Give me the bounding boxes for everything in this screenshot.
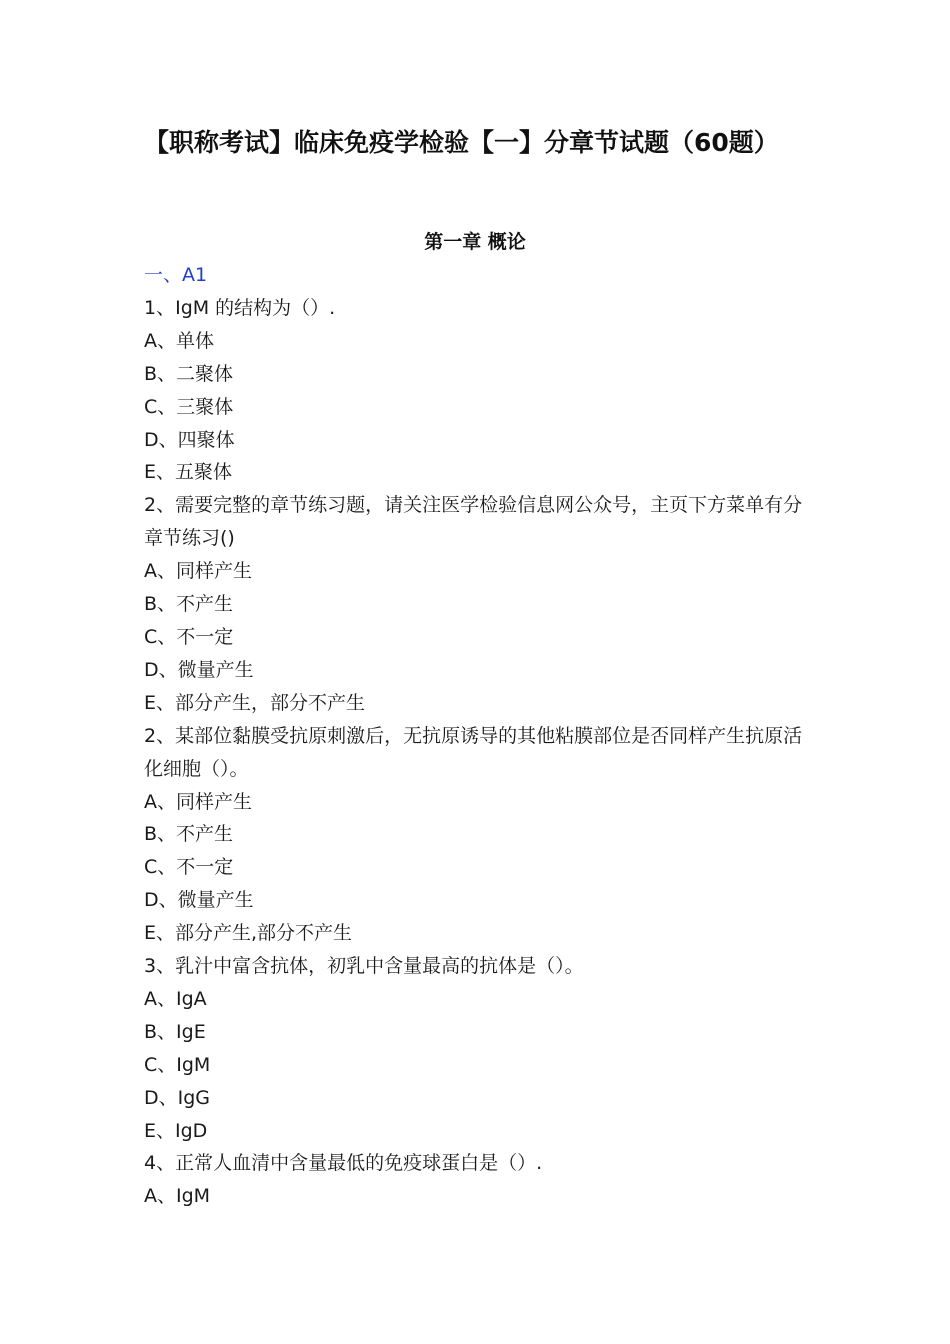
answer-option: B、不产生 xyxy=(144,823,234,846)
section-heading: 一、A1 xyxy=(144,264,208,286)
answer-option: C、IgM xyxy=(144,1053,211,1076)
answer-option: E、部分产生，部分不产生 xyxy=(144,691,366,714)
question-text: 2、某部位黏膜受抗原刺激后，无抗原诱导的其他粘膜部位是否同样产生抗原活化细胞（）。 xyxy=(144,724,803,780)
answer-option: E、五聚体 xyxy=(144,461,233,484)
answer-option: D、IgG xyxy=(144,1086,211,1109)
answer-option: D、微量产生 xyxy=(144,658,254,681)
answer-option: D、微量产生 xyxy=(144,889,254,912)
answer-option: C、不一定 xyxy=(144,856,234,879)
answer-option: B、二聚体 xyxy=(144,362,234,385)
question-text: 2、需要完整的章节练习题，请关注医学检验信息网公众号，主页下方菜单有分章节练习() xyxy=(144,494,803,550)
question-text: 1、IgM 的结构为（）. xyxy=(144,296,336,319)
question-content xyxy=(144,259,814,1213)
answer-option: A、同样产生 xyxy=(144,790,252,813)
answer-option: A、IgA xyxy=(144,987,207,1010)
answer-option: C、三聚体 xyxy=(144,395,234,418)
answer-option: A、同样产生 xyxy=(144,560,252,583)
answer-option: E、部分产生,部分不产生 xyxy=(144,922,353,945)
question-text: 3、乳汁中富含抗体，初乳中含量最高的抗体是（）。 xyxy=(144,955,584,978)
answer-option: B、IgE xyxy=(144,1020,206,1043)
question-text: 4、正常人血清中含量最低的免疫球蛋白是（）. xyxy=(144,1152,543,1175)
answer-option: E、IgD xyxy=(144,1119,208,1142)
answer-option: D、四聚体 xyxy=(144,428,235,451)
answer-option: A、单体 xyxy=(144,329,214,352)
document-title: 【职称考试】临床免疫学检验【一】分章节试题（60题） xyxy=(144,128,779,157)
chapter-title: 第一章 概论 xyxy=(424,231,526,253)
answer-option: B、不产生 xyxy=(144,593,234,616)
answer-option: A、IgM xyxy=(144,1185,211,1208)
answer-option: C、不一定 xyxy=(144,625,234,648)
